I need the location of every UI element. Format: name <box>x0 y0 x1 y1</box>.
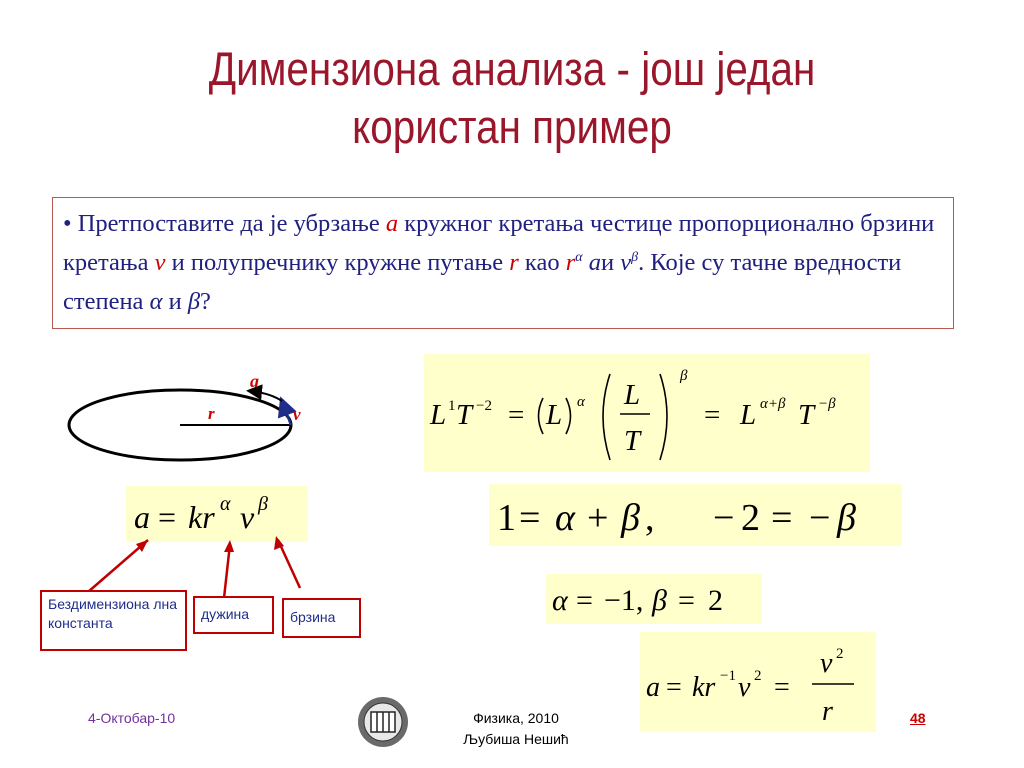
svg-text:T: T <box>798 399 815 431</box>
svg-text:β: β <box>837 497 856 539</box>
svg-text:−1: −1 <box>720 668 736 684</box>
svg-text:β: β <box>680 368 688 384</box>
svg-text:L: L <box>624 379 641 411</box>
svg-text:=: = <box>508 399 525 431</box>
problem-text-1: Претпоставите да је убрзање <box>77 210 386 237</box>
svg-text:α: α <box>552 584 568 617</box>
label-constant: Бездимензиона лна константа <box>40 590 187 651</box>
title-line-1: Димензиона анализа - још један <box>208 42 816 95</box>
svg-text:−β: −β <box>818 396 836 412</box>
svg-text:r: r <box>822 696 833 727</box>
svg-text:kr: kr <box>188 499 215 535</box>
problem-text-4: као <box>518 249 566 276</box>
svg-text:=: = <box>666 672 682 703</box>
label-length: дужина <box>193 596 274 634</box>
slide-title <box>72 40 953 156</box>
footer-course: Физика, 2010 <box>473 710 559 726</box>
footer-date: 4-Октобар-10 <box>88 710 176 726</box>
equation-dimension <box>424 354 870 472</box>
bullet: • <box>63 210 72 237</box>
symbol-r: r <box>509 249 519 276</box>
svg-text:α+β: α+β <box>760 396 786 412</box>
equation-solution-svg <box>546 574 762 624</box>
svg-text:=: = <box>519 497 541 539</box>
svg-text:,: , <box>645 497 655 539</box>
svg-text:L: L <box>740 399 757 431</box>
pmf-logo-icon <box>357 696 409 748</box>
svg-text:2: 2 <box>708 584 723 617</box>
problem-text-2: кружног кретања честице пропорционално брзини кретања <box>63 210 935 276</box>
problem-text-6: . Које су тачне вредности степена <box>63 249 902 315</box>
equation-system <box>489 484 902 546</box>
symbol-alpha-exponent: α <box>575 250 583 265</box>
svg-text:=: = <box>771 497 793 539</box>
svg-text:=: = <box>678 584 695 617</box>
svg-text:α: α <box>220 493 231 515</box>
symbol-beta: β <box>187 288 201 315</box>
svg-text:1: 1 <box>448 398 456 414</box>
svg-text:T: T <box>456 399 473 431</box>
equation-solution <box>546 574 762 624</box>
svg-text:β: β <box>258 493 268 515</box>
problem-text-8: ? <box>200 288 211 315</box>
problem-box <box>52 197 954 329</box>
symbol-v: v <box>154 249 166 276</box>
label-a: a <box>250 371 259 391</box>
svg-text:kr: kr <box>692 672 716 703</box>
label-v: v <box>293 405 301 424</box>
problem-text-3: и полупречнику кружне путање <box>165 249 510 276</box>
label-r: r <box>208 404 215 423</box>
symbol-v-power: v <box>620 249 632 276</box>
circular-motion-diagram <box>60 365 320 475</box>
title-line-2: користан пример <box>352 100 672 153</box>
svg-text:β: β <box>652 584 667 617</box>
svg-text:2: 2 <box>741 497 760 539</box>
svg-text:2: 2 <box>836 646 844 662</box>
svg-text:α: α <box>577 394 585 410</box>
equation-system-svg <box>489 484 902 546</box>
symbol-a: a <box>385 210 399 237</box>
svg-text:=: = <box>158 499 177 535</box>
svg-text:v: v <box>240 499 255 535</box>
page-number: 48 <box>910 710 926 726</box>
footer-author: Љубиша Нешић <box>463 731 569 747</box>
svg-text:α: α <box>555 497 575 539</box>
svg-text:β: β <box>621 497 640 539</box>
svg-text:L: L <box>546 399 563 431</box>
svg-text:−: − <box>713 497 735 539</box>
svg-text:=: = <box>774 672 790 703</box>
svg-text:−1,: −1, <box>604 584 644 617</box>
svg-text:L: L <box>430 399 447 431</box>
symbol-r-power: r <box>565 249 576 276</box>
svg-text:v: v <box>820 648 833 679</box>
label-speed: брзина <box>282 598 361 638</box>
svg-text:T: T <box>624 425 641 457</box>
symbol-alpha: α <box>149 288 163 315</box>
equation-dimension-svg <box>424 354 870 472</box>
svg-text:−2: −2 <box>476 398 492 414</box>
symbol-beta-exponent: β <box>631 250 639 265</box>
svg-text:v: v <box>738 672 751 703</box>
equation-result-svg <box>640 632 876 732</box>
svg-text:=: = <box>704 399 721 431</box>
problem-text-7: и <box>162 288 188 315</box>
svg-text:−: − <box>809 497 831 539</box>
svg-text:+: + <box>587 497 609 539</box>
svg-text:2: 2 <box>754 668 762 684</box>
svg-text:a: a <box>134 499 150 535</box>
symbol-a-2: a <box>588 249 601 276</box>
problem-text-5: и <box>600 249 621 276</box>
svg-text:a: a <box>646 672 660 703</box>
svg-text:=: = <box>576 584 593 617</box>
svg-text:1: 1 <box>497 497 516 539</box>
equation-result <box>640 632 876 732</box>
